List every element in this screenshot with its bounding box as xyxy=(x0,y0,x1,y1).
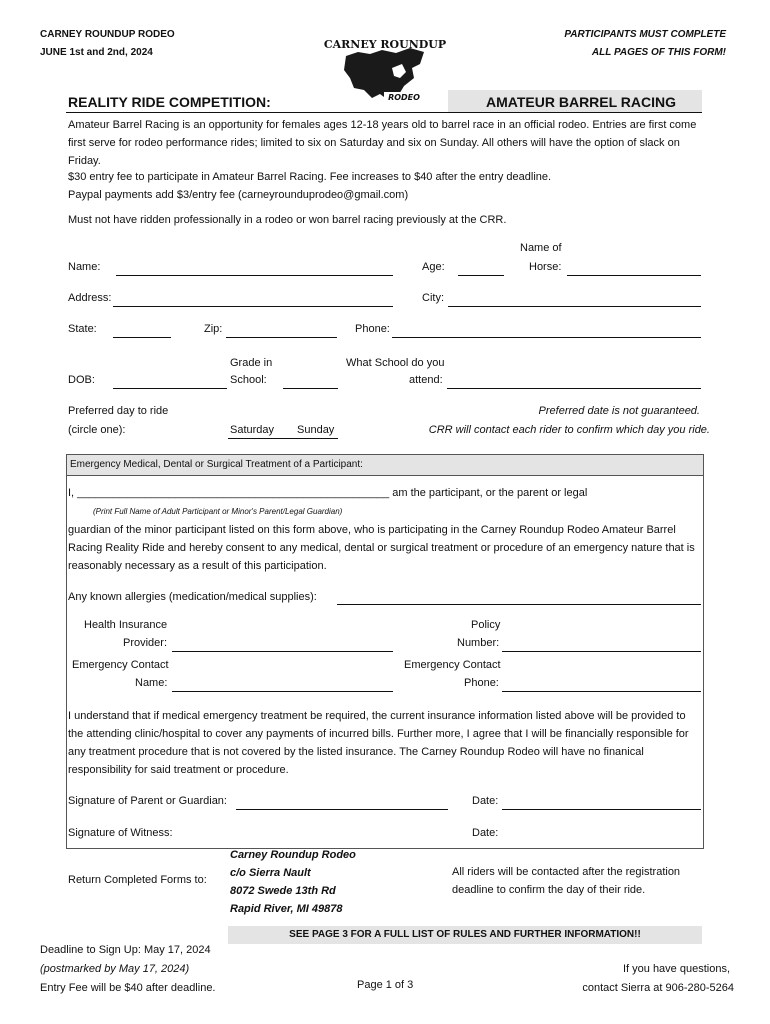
questions-text-1: If you have questions, xyxy=(622,963,730,975)
contact-after-deadline-note: All riders will be contacted after the registration deadline to confirm the day of their ride. xyxy=(452,866,681,896)
questions-text-2: contact Sierra at 906-280-5264 xyxy=(582,982,734,994)
pref-day-underline xyxy=(228,438,338,439)
event-title: AMATEUR BARREL RACING xyxy=(486,94,677,110)
paypal-text: Paypal payments add $3/entry fee (carneyrounduprodeo@gmail.com) xyxy=(68,189,409,201)
city-field[interactable] xyxy=(448,306,701,307)
consent-paragraph: guardian of the minor participant listed on this form above, who is participating in the Carney Roundup Rodeo Amateur Barrel Racing Reality Ride and hereby consent to any medical, dental or surgical treatment or procedure of an emergency nature that is reasonably necessary as a result of this participation. xyxy=(68,524,695,572)
dob-field[interactable] xyxy=(113,388,227,389)
policy-field[interactable] xyxy=(502,651,701,652)
return-address-4: Rapid River, MI 49878 xyxy=(230,903,343,915)
state-field[interactable] xyxy=(113,337,171,338)
horse-label-1: Name of xyxy=(520,242,562,254)
saturday-option[interactable]: Saturday xyxy=(230,424,275,436)
zip-label: Zip: xyxy=(204,323,223,335)
pref-day-label-2: (circle one): xyxy=(68,424,126,436)
event-name: CARNEY ROUNDUP RODEO xyxy=(40,29,175,40)
city-label: City: xyxy=(422,292,444,304)
logo-top-text: CARNEY ROUNDUP xyxy=(323,38,447,51)
name-field[interactable] xyxy=(116,275,393,276)
ec-phone-field[interactable] xyxy=(502,691,701,692)
event-dates: JUNE 1st and 2nd, 2024 xyxy=(40,47,153,58)
date-field-1[interactable] xyxy=(502,809,701,810)
logo-bottom-text: RODEO xyxy=(388,93,420,102)
dob-label: DOB: xyxy=(68,374,95,386)
pref-day-note-1: Preferred date is not guaranteed. xyxy=(538,405,700,417)
state-label: State: xyxy=(68,323,97,335)
carney-roundup-logo xyxy=(323,34,447,104)
phone-label: Phone: xyxy=(355,323,390,335)
allergies-field[interactable] xyxy=(337,604,701,605)
insurance-field[interactable] xyxy=(172,651,393,652)
parent-signature-field[interactable] xyxy=(236,809,448,810)
ec-name-label-1: Emergency Contact xyxy=(72,659,169,671)
insurance-label-1: Health Insurance xyxy=(84,619,168,631)
phone-field[interactable] xyxy=(392,337,701,338)
rules-banner: SEE PAGE 3 FOR A FULL LIST OF RULES AND FURTHER INFORMATION!! xyxy=(289,929,641,940)
entry-fee-text: $30 entry fee to participate in Amateur Barrel Racing. Fee increases to $40 after the entry deadline. xyxy=(68,171,552,183)
school-label-2: attend: xyxy=(409,374,443,386)
age-field[interactable] xyxy=(458,275,504,276)
return-label: Return Completed Forms to: xyxy=(68,874,207,886)
intro-paragraph: Amateur Barrel Racing is an opportunity for females ages 12-18 years old to barrel race in an official rodeo. Entries are first come first serve for rodeo performance rides; limited to six on Saturday and six on Sunday. All others will have the option of slack on Friday. xyxy=(68,119,697,167)
horse-field[interactable] xyxy=(567,275,701,276)
ec-phone-label-2: Phone: xyxy=(464,677,499,689)
page-number: Page 1 of 3 xyxy=(357,979,414,991)
return-address-2: c/o Sierra Nault xyxy=(230,867,311,879)
return-address-1: Carney Roundup Rodeo xyxy=(230,849,356,861)
policy-label-1: Policy xyxy=(471,619,501,631)
responsibility-paragraph: I understand that if medical emergency treatment be required, the current insurance information listed above will be provided to the attending clinic/hospital to cover any payments of incurred bills. Further more, I agree that I will be financially responsible for any treatment procedure that is not covered by the listed insurance. The Carney Roundup Rodeo will have no finanical responsibility for said treatment or procedure. xyxy=(68,710,689,776)
medical-heading: Emergency Medical, Dental or Surgical Treatment of a Participant: xyxy=(70,459,363,470)
consent-name-hint: (Print Full Name of Adult Participant or Minor's Parent/Legal Guardian) xyxy=(93,507,343,516)
parent-signature-label: Signature of Parent or Guardian: xyxy=(68,795,227,807)
name-label: Name: xyxy=(68,261,101,273)
pref-day-note-2: CRR will contact each rider to confirm which day you ride. xyxy=(428,424,710,436)
date-label-2: Date: xyxy=(472,827,499,839)
grade-label-2: School: xyxy=(230,374,267,386)
witness-signature-label: Signature of Witness: xyxy=(68,827,173,839)
return-address-3: 8072 Swede 13th Rd xyxy=(230,885,336,897)
grade-field[interactable] xyxy=(283,388,338,389)
pref-day-label-1: Preferred day to ride xyxy=(68,405,169,417)
zip-field[interactable] xyxy=(226,337,337,338)
school-field[interactable] xyxy=(447,388,701,389)
policy-label-2: Number: xyxy=(457,637,500,649)
address-field[interactable] xyxy=(113,306,393,307)
complete-all-notice-1: PARTICIPANTS MUST COMPLETE xyxy=(564,29,726,40)
postmark-text: (postmarked by May 17, 2024) xyxy=(40,963,190,975)
late-fee-text: Entry Fee will be $40 after deadline. xyxy=(40,982,216,994)
deadline-text: Deadline to Sign Up: May 17, 2024 xyxy=(40,944,211,956)
date-label-1: Date: xyxy=(472,795,499,807)
grade-label-1: Grade in xyxy=(230,357,273,369)
insurance-label-2: Provider: xyxy=(123,637,168,649)
horse-label-2: Horse: xyxy=(529,261,562,273)
ec-phone-label-1: Emergency Contact xyxy=(404,659,501,671)
consent-name-line: I, ___________________________________________________ am the participant, or the parent or legal xyxy=(68,487,588,499)
complete-all-notice-2: ALL PAGES OF THIS FORM! xyxy=(591,47,726,58)
allergies-label: Any known allergies (medication/medical supplies): xyxy=(68,591,317,603)
address-label: Address: xyxy=(68,292,112,304)
competition-title: REALITY RIDE COMPETITION: xyxy=(68,94,271,110)
age-label: Age: xyxy=(422,261,445,273)
sunday-option[interactable]: Sunday xyxy=(297,424,335,436)
title-rule xyxy=(66,112,702,113)
ec-name-field[interactable] xyxy=(172,691,393,692)
eligibility-text: Must not have ridden professionally in a rodeo or won barrel racing previously at the CRR. xyxy=(68,214,507,226)
ec-name-label-2: Name: xyxy=(135,677,168,689)
school-label-1: What School do you xyxy=(346,357,445,369)
